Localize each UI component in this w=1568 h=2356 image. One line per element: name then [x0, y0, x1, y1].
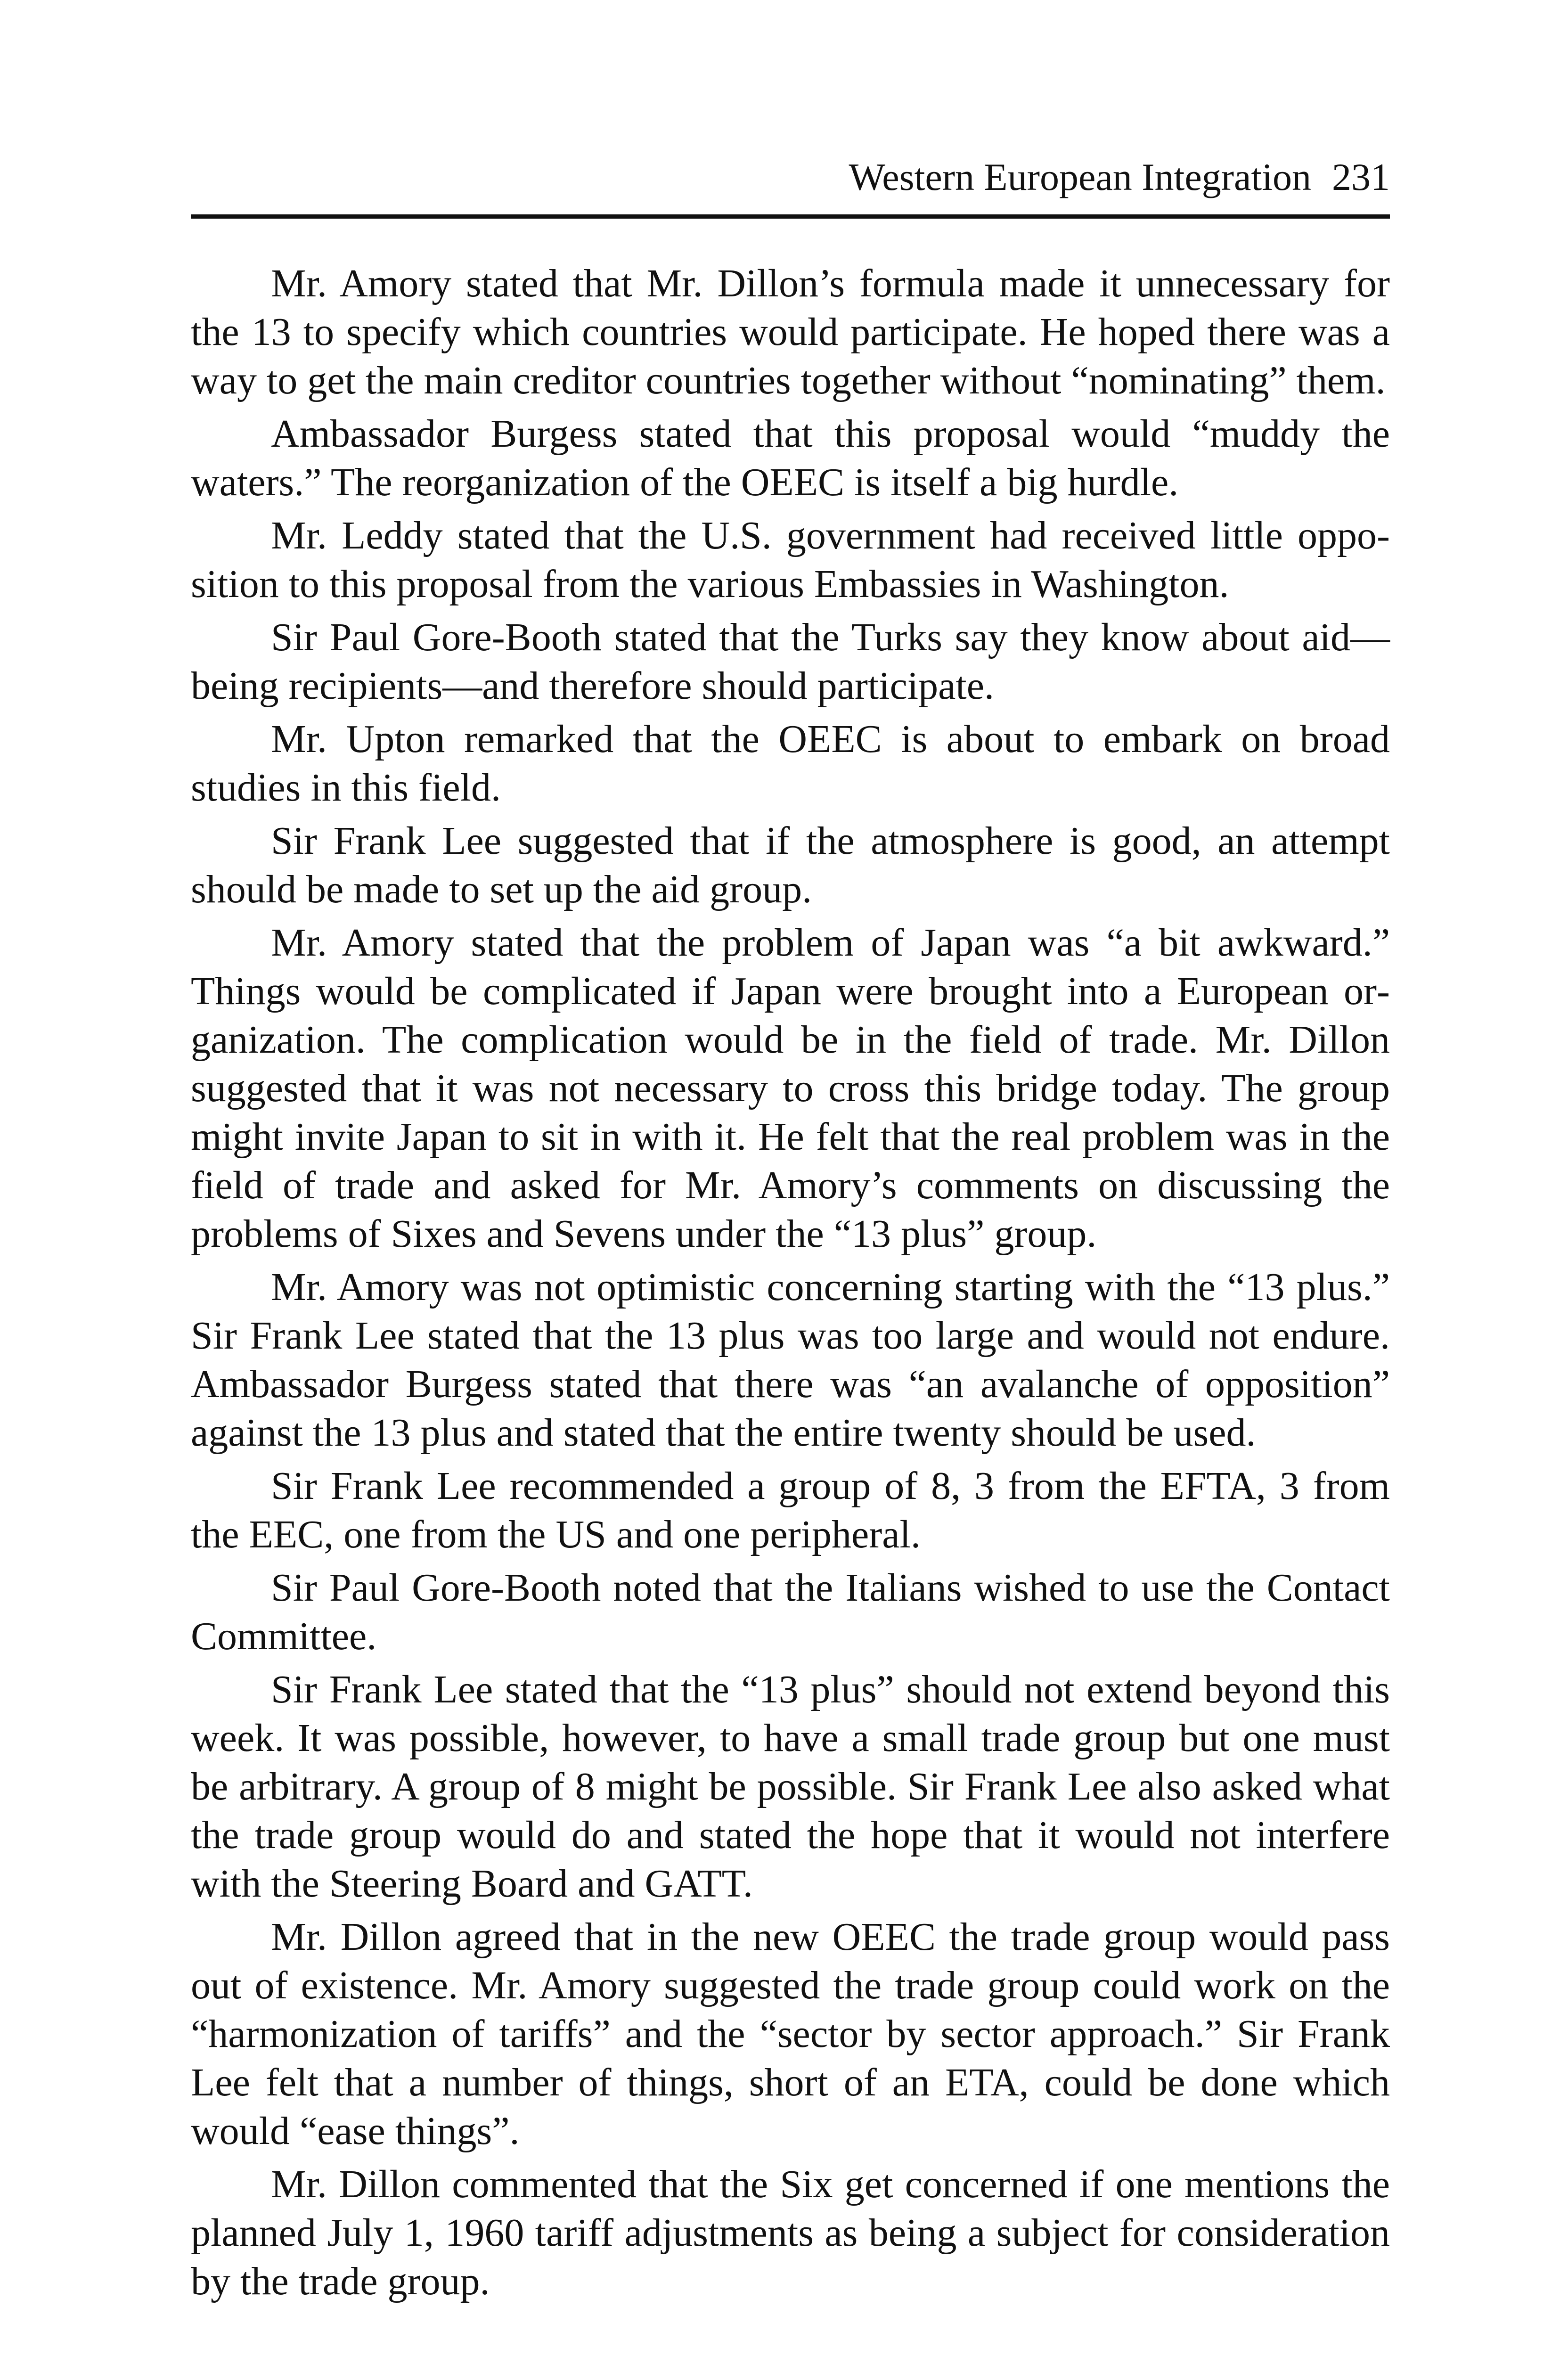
paragraph: Mr. Amory stated that the problem of Japan was “a bit awkward.” Things would be complicated if Japan were brought into a European organization. The complication would be in the field of trade. Mr. Dillon suggested that it was not necessary to cross this bridge today. The group might invite Japan to sit in with it. He felt that the real problem was in the field of trade and asked for Mr. Amory’s comments on discussing the problems of Sixes and Sevens under the “13 plus” group. [191, 921, 1390, 1256]
paragraph: Mr. Dillon commented that the Six get concerned if one mentions the planned July 1, 1960 tariff adjustments as being a subject for consideration by the trade group. [191, 2162, 1390, 2303]
running-title: Western European Integration [849, 155, 1311, 198]
paragraph: Sir Frank Lee stated that the “13 plus” should not extend beyond this week. It was possible, however, to have a small trade group but one must be arbitrary. A group of 8 might be possible. Sir Frank Lee also asked what the trade group would do and stated the hope that it would not interfere with the Steering Board and GATT. [191, 1668, 1390, 1906]
paragraph: Sir Frank Lee suggested that if the atmosphere is good, an attempt should be made to set up the aid group. [191, 819, 1390, 911]
header-rule [191, 214, 1390, 219]
paragraph: Mr. Amory was not optimistic concerning starting with the “13 plus.” Sir Frank Lee stated that the 13 plus was too large and would not endure. Ambassador Burgess stated that there was “an avalanche of opposition” against the 13 plus and stated that the entire twenty should be used. [191, 1265, 1390, 1455]
body-text [191, 259, 1390, 2310]
paragraph: Mr. Upton remarked that the OEEC is about to embark on broad studies in this field. [191, 717, 1390, 810]
running-head [191, 155, 1390, 210]
paragraph: Mr. Leddy stated that the U.S. government had received little opposition to this proposal from the various Embassies in Washington. [191, 514, 1390, 606]
paragraph: Sir Frank Lee recommended a group of 8, 3 from the EFTA, 3 from the EEC, one from the US and one peripheral. [191, 1464, 1390, 1556]
page-number: 231 [1332, 155, 1390, 198]
paragraph: Mr. Amory stated that Mr. Dillon’s formula made it unnecessary for the 13 to specify which countries would participate. He hoped there was a way to get the main creditor countries together without “nominating” them. [191, 262, 1390, 402]
paragraph: Sir Paul Gore-Booth stated that the Turks say they know about aid—being recipients—and therefore should participate. [191, 615, 1390, 708]
paragraph: Ambassador Burgess stated that this proposal would “muddy the waters.” The reorganization of the OEEC is itself a big hurdle. [191, 412, 1390, 504]
paragraph: Sir Paul Gore-Booth noted that the Italians wished to use the Contact Committee. [191, 1566, 1390, 1658]
paragraph: Mr. Dillon agreed that in the new OEEC the trade group would pass out of existence. Mr. Amory suggested the trade group could work on the “harmonization of tariffs” and the “sector by sector approach.” Sir Frank Lee felt that a number of things, short of an ETA, could be done which would “ease things”. [191, 1915, 1390, 2153]
